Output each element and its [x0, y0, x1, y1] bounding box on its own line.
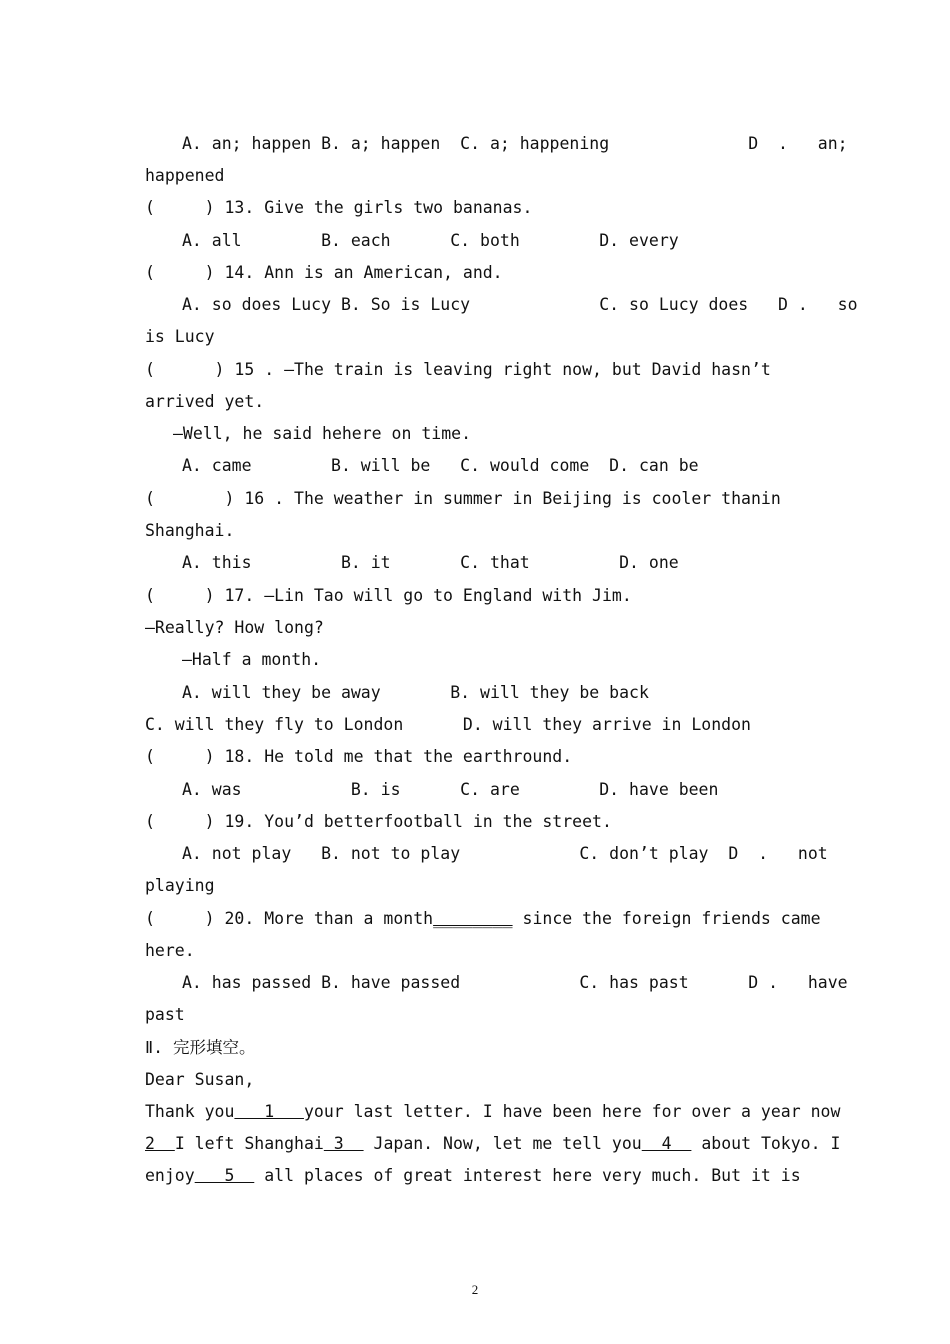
q16-options: A. this B. it C. that D. one [182, 553, 679, 572]
letter-text: I left Shanghai [174, 1134, 324, 1153]
q20-options-line: A. has passed B. have passed C. has past D . have [182, 973, 848, 992]
letter-salutation: Dear Susan, [145, 1070, 255, 1089]
letter-text: about Tokyo. I [691, 1134, 841, 1153]
letter-line-3 [145, 1160, 807, 1192]
q19-options-line: A. not play B. not to play C. don’t play D . not [182, 844, 828, 863]
question-14: ( ) 14. Ann is an American, and. [145, 263, 503, 282]
q17-options-ab: A. will they be away B. will they be back [182, 683, 649, 702]
q19-options-wrap: playing [145, 876, 215, 895]
letter-text: Thank you [145, 1102, 235, 1121]
q18-options: A. was B. is C. are D. have been [182, 780, 719, 799]
q12-options-wrap: happened [145, 166, 225, 185]
q15-options: A. came B. will be C. would come D. can be [182, 456, 699, 475]
question-13: ( ) 13. Give the girls two bananas. [145, 198, 533, 217]
q20-options-wrap: past [145, 1005, 185, 1024]
question-17-reply-2: —Half a month. [182, 650, 322, 669]
question-20-text: ( ) 20. More than a month [145, 909, 434, 928]
cloze-blank-3: 3 [323, 1134, 364, 1153]
cloze-blank-4: 4 [641, 1134, 692, 1153]
question-20 [145, 903, 821, 935]
question-16-wrap: Shanghai. [145, 521, 235, 540]
letter-text: Japan. Now, let me tell you [363, 1134, 642, 1153]
question-20-wrap: here. [145, 941, 195, 960]
question-15-reply: —Well, he said hehere on time. [173, 424, 472, 443]
letter-text: your last letter. I have been here for over a year now [303, 1102, 841, 1121]
cloze-blank-5: 5 [194, 1166, 255, 1185]
q17-options-cd: C. will they fly to London D. will they arrive in London [145, 715, 751, 734]
question-18: ( ) 18. He told me that the earthround. [145, 747, 573, 766]
letter-text: all places of great interest here very much. But it is [254, 1166, 801, 1185]
question-16: ( ) 16 . The weather in summer in Beijing is cooler thanin [145, 489, 781, 508]
q12-options-line: A. an; happen B. a; happen C. a; happening D . an; [182, 134, 848, 153]
question-15-wrap: arrived yet. [145, 392, 265, 411]
letter-text: enjoy [145, 1166, 195, 1185]
cloze-blank-1: 1 [234, 1102, 304, 1121]
q14-options-wrap: is Lucy [145, 327, 215, 346]
question-20-blank: ________ [433, 909, 513, 928]
question-17-reply-1: —Really? How long? [145, 618, 324, 637]
question-20-text-end: since the foreign friends came [512, 909, 821, 928]
q13-options: A. all B. each C. both D. every [182, 231, 679, 250]
question-19: ( ) 19. You’d betterfootball in the street. [145, 812, 612, 831]
page-number: 2 [471, 1282, 479, 1297]
letter-line-2 [145, 1128, 841, 1160]
question-15: ( ) 15 . —The train is leaving right now, but David hasn’t [145, 360, 771, 379]
cloze-blank-2: 2 [145, 1134, 175, 1153]
section-heading-cloze: Ⅱ. 完形填空。 [145, 1038, 256, 1057]
letter-line-1 [145, 1096, 841, 1128]
q14-options-line: A. so does Lucy B. So is Lucy C. so Lucy does D . so [182, 295, 858, 314]
question-17: ( ) 17. —Lin Tao will go to England with Jim. [145, 586, 632, 605]
